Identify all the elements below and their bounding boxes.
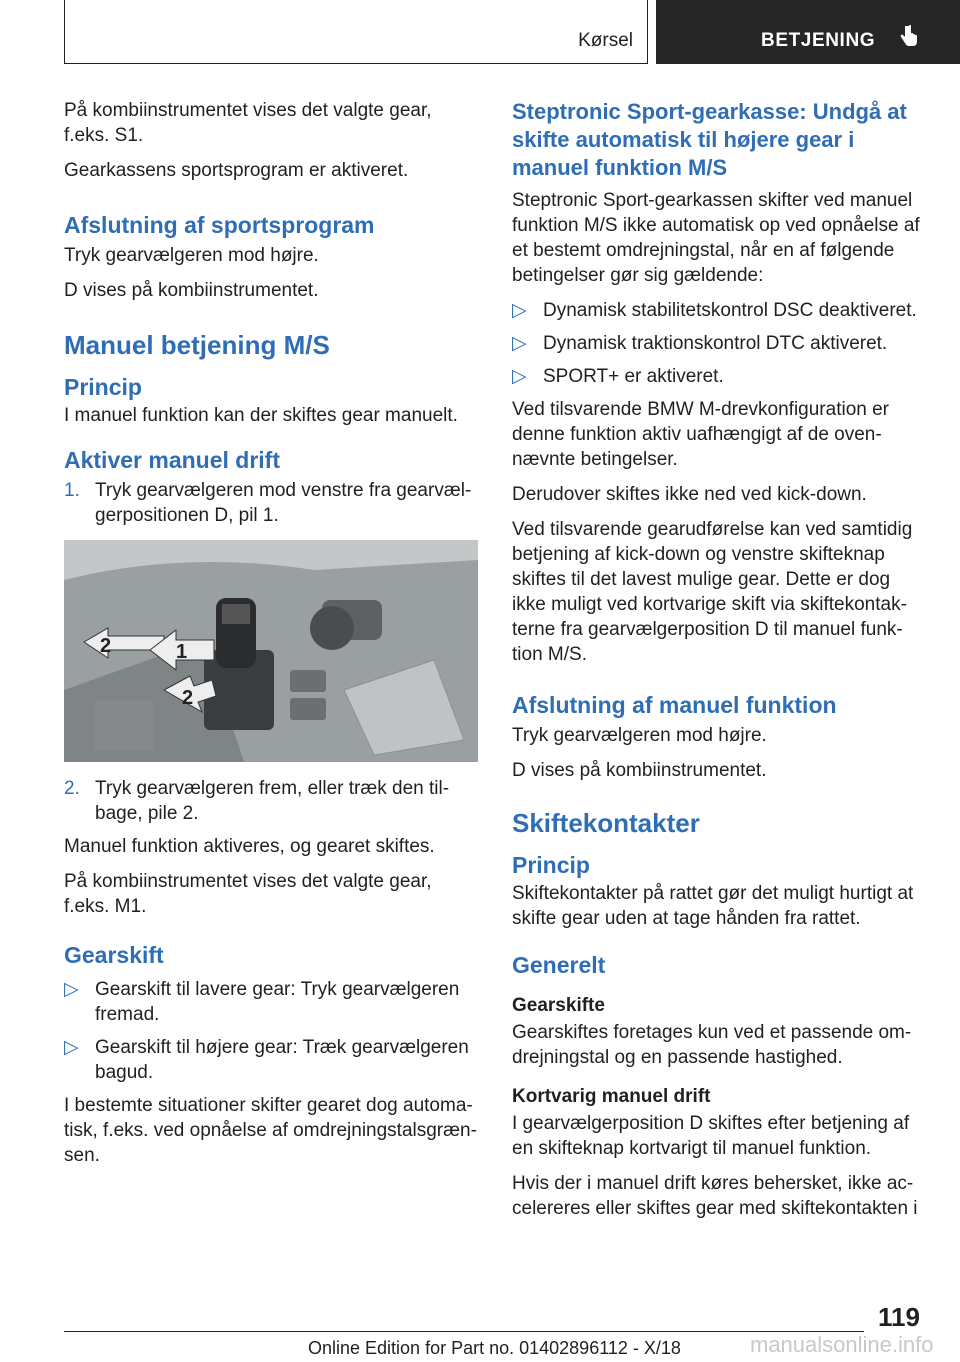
paragraph: Skiftekontakter på rattet gør det muligt hurtigt at skifte gear uden at tage hånden fra rattet. xyxy=(512,883,914,929)
heading-steptronic: Steptronic Sport-gearkasse: Undgå at skifte automatisk til højere gear i manuel funktion M/S xyxy=(512,99,907,180)
heading-kortvarig: Kortvarig manuel drift xyxy=(512,1086,711,1107)
heading-gearskift: Gearskift xyxy=(64,942,164,968)
left-column xyxy=(64,98,478,1178)
paragraph: Derudover skiftes ikke ned ved kick-down. xyxy=(512,484,867,505)
paragraph: I bestemte situationer skifter gearet dog automa‐tisk, f.eks. ved opnåelse af omdrejningstalsgræn‐sen. xyxy=(64,1095,477,1166)
bullet-text: Dynamisk stabilitetskontrol DSC deaktiveret. xyxy=(543,300,917,321)
triangle-bullet-icon: ▷ xyxy=(64,979,79,1000)
paragraph: Hvis der i manuel drift køres behersket, ikke ac‐celereres eller skiftes gear med skiftekontakten i xyxy=(512,1173,918,1219)
paragraph: Manuel funktion aktiveres, og gearet skiftes. xyxy=(64,836,435,857)
arrow-1-label: 1 xyxy=(176,641,188,663)
footer-divider xyxy=(64,1331,864,1332)
heading-princip: Princip xyxy=(512,852,590,878)
list-item xyxy=(512,364,926,389)
list-item xyxy=(512,298,926,323)
paragraph: D vises på kombiinstrumentet. xyxy=(512,760,767,781)
paragraph: I gearvælgerposition D skiftes efter betjening af en skifteknap kortvarigt til manuel funktion. xyxy=(512,1113,910,1159)
step-text: Tryk gearvælgeren frem, eller træk den til‐bage, pile 2. xyxy=(95,778,450,824)
step-number: 2. xyxy=(64,778,80,799)
list-item xyxy=(64,478,478,528)
paragraph: På kombiinstrumentet vises det valgte gear, f.eks. S1. xyxy=(64,100,432,146)
paragraph: På kombiinstrumentet vises det valgte gear, f.eks. M1. xyxy=(64,871,432,917)
right-column xyxy=(512,98,926,1231)
gear-selector-illustration xyxy=(64,540,478,762)
heading-afslutning-sportsprogram: Afslutning af sportsprogram xyxy=(64,212,375,238)
triangle-bullet-icon: ▷ xyxy=(512,333,527,354)
triangle-bullet-icon: ▷ xyxy=(512,366,527,387)
paragraph: Gearskiftes foretages kun ved et passende om‐drejningstal og en passende hastighed. xyxy=(512,1022,912,1068)
arrow-2-label: 2 xyxy=(182,687,194,709)
watermark: manualsonline.info xyxy=(750,1332,934,1357)
arrow-2-label: 2 xyxy=(100,635,112,657)
paragraph: Gearkassens sportsprogram er aktiveret. xyxy=(64,160,409,181)
list-item xyxy=(64,1035,478,1085)
triangle-bullet-icon: ▷ xyxy=(64,1037,79,1058)
bullet-text: Dynamisk traktionskontrol DTC aktiveret. xyxy=(543,333,888,354)
page-number: 119 xyxy=(878,1302,920,1332)
heading-generelt: Generelt xyxy=(512,952,606,978)
triangle-bullet-icon: ▷ xyxy=(512,300,527,321)
step-number: 1. xyxy=(64,480,80,501)
paragraph: D vises på kombiinstrumentet. xyxy=(64,280,319,301)
heading-skiftekontakter: Skiftekontakter xyxy=(512,808,700,838)
paragraph: Steptronic Sport-gearkassen skifter ved manuel funktion M/S ikke automatisk op ved opnåelse af et bestemt omdrejningstal, når en af følgende betingelser gør sig gældende: xyxy=(512,190,920,286)
header-section-box xyxy=(64,0,648,64)
heading-aktiver-manuel-drift: Aktiver manuel drift xyxy=(64,447,280,473)
heading-afslutning-manuel: Afslutning af manuel funktion xyxy=(512,692,837,718)
heading-gearskifte: Gearskifte xyxy=(512,995,605,1016)
list-item xyxy=(64,977,478,1027)
paragraph: Ved tilsvarende gearudførelse kan ved samtidig betjening af kick-down og venstre skifteknap skiftes til det lavest mulige gear. Dette er dog ikke muligt ved kortvarige skift via skiftekontak‐terne fra gearvælgerposition D til manuel funk‐tion M/S. xyxy=(512,519,913,665)
bullet-text: Gearskift til højere gear: Træk gearvælgeren bagud. xyxy=(95,1037,469,1083)
paragraph: Tryk gearvælgeren mod højre. xyxy=(64,245,319,266)
list-item xyxy=(64,776,478,826)
paragraph: Ved tilsvarende BMW M-drevkonfiguration er denne funktion aktiv uafhængigt af de oven‐nævnte betingelser. xyxy=(512,399,889,470)
chapter-title: BETJENING xyxy=(761,30,876,51)
edition-text: Online Edition for Part no. 01402896112 - X/18 xyxy=(308,1338,681,1358)
heading-princip: Princip xyxy=(64,374,142,400)
list-item xyxy=(512,331,926,356)
bullet-text: SPORT+ er aktiveret. xyxy=(543,366,724,387)
paragraph: Tryk gearvælgeren mod højre. xyxy=(512,725,767,746)
section-title: Kørsel xyxy=(578,30,633,51)
step-text: Tryk gearvælgeren mod venstre fra gearvæl‐gerpositionen D, pil 1. xyxy=(95,480,472,526)
bullet-text: Gearskift til lavere gear: Tryk gearvælgeren fremad. xyxy=(95,979,460,1025)
heading-manuel-betjening: Manuel betjening M/S xyxy=(64,330,330,360)
hand-pointer-icon xyxy=(896,24,920,53)
paragraph: I manuel funktion kan der skiftes gear manuelt. xyxy=(64,405,458,426)
header-chapter-box xyxy=(656,0,960,64)
